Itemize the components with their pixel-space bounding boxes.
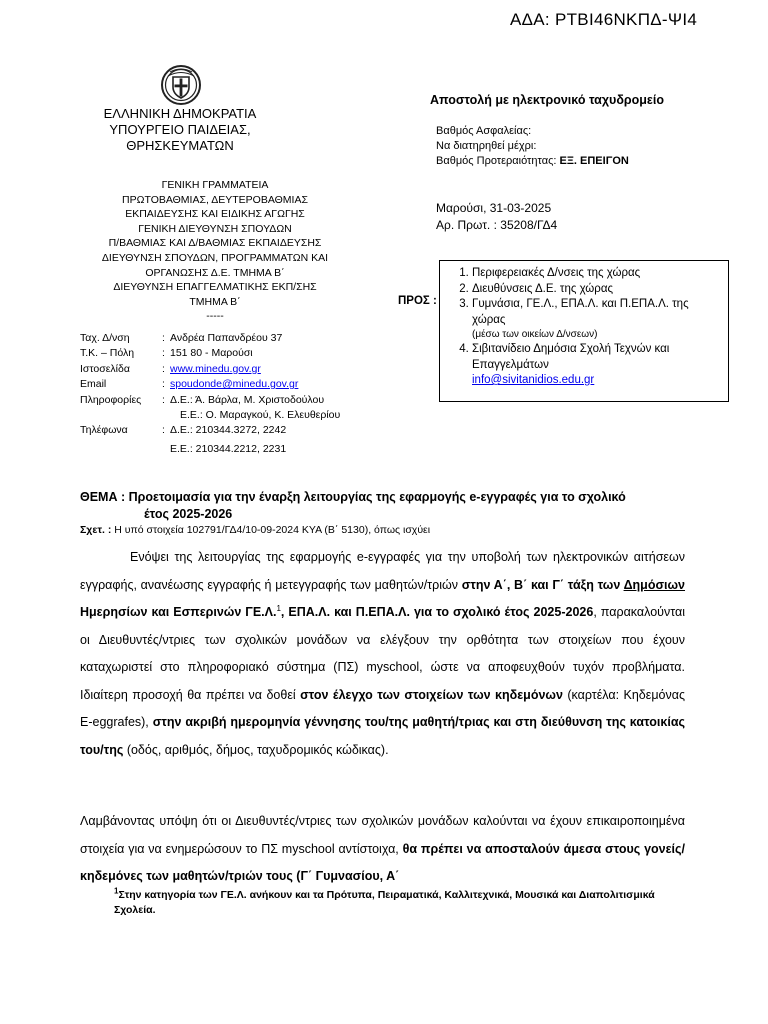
postal-value: 151 80 - Μαρούσι	[170, 347, 253, 360]
subject-line: : Προετοιμασία για την έναρξη λειτουργίας της εφαρμογής e-εγγραφές για το σχολικό	[120, 490, 626, 504]
website-link[interactable]: www.minedu.gov.gr	[170, 362, 261, 375]
secretariat-line: ΓΕΝΙΚΗ ΔΙΕΥΘΥΝΣΗ ΣΠΟΥΔΩΝ	[138, 222, 292, 235]
text-run-bold-underlined: Δημόσιων	[623, 577, 686, 592]
text-run: Ενόψει της λειτουργίας της εφαρμογής e-εγγραφές για την υποβολή των ηλεκτρονικών αιτήσεων εγγραφής, ανανέωσης εγγραφής ή μετεγγραφής των μαθητών/τριών	[80, 550, 685, 592]
colon: :	[162, 424, 165, 437]
recipient-item	[472, 266, 722, 282]
text-run-bold: , ΕΠΑ.Λ. και Π.ΕΠΑ.Λ. για το σχολικό έτος 2025-2026	[280, 605, 594, 619]
colon: :	[162, 347, 165, 360]
footnote-mark: 1	[114, 886, 119, 896]
email-delivery-title: Αποστολή με ηλεκτρονικό ταχυδρομείο	[430, 93, 664, 107]
phone-line: Δ.Ε.: 210344.3272, 2242	[170, 424, 287, 437]
subject-line: έτος 2025-2026	[144, 507, 233, 521]
text-run: Λαμβάνοντας υπόψη ότι οι Διευθυντές/ντριες των σχολικών μονάδων καλούνται να έχουν επικαιροποιημένα στοιχεία για να ενημερώσουν το ΠΣ myschool αντίστοιχα,	[80, 814, 685, 856]
date-block	[436, 200, 557, 234]
footnote	[114, 888, 694, 918]
info-label: Πληροφορίες	[80, 393, 142, 406]
text-run-bold: Ημερησίων και Εσπερινών ΓΕ.Λ.	[80, 605, 277, 619]
recipient-subnote: (μέσω των οικείων Δ/νσεων)	[472, 329, 598, 340]
ada-code: ΑΔΑ: ΡΤΒΙ46ΝΚΠΔ-ΨΙ4	[510, 10, 698, 29]
text-run-bold: στον έλεγχο των στοιχείων των κηδεμόνων	[300, 687, 563, 702]
paragraph-1	[80, 544, 685, 764]
protocol-number: Αρ. Πρωτ. : 35208/ΓΔ4	[436, 218, 558, 232]
address-value: Ανδρέα Παπανδρέου 37	[170, 332, 283, 344]
paragraph-2	[80, 808, 685, 891]
recipient-text: Περιφερειακές Δ/νσεις της χώρας	[472, 267, 641, 279]
subject-label: ΘΕΜΑ	[80, 490, 118, 504]
greek-republic-emblem-icon	[160, 64, 202, 106]
text-run-bold: θα πρέπει να αποσταλούν άμεσα στους γονείς/κηδεμόνες των μαθητών/τριών τους (Γ΄ Γυμνασίου, Α΄	[80, 841, 685, 883]
text-run: (καρτέλα: Κηδεμόνας E-eggrafes),	[80, 687, 685, 729]
phone-line: Ε.Ε.: 210344.2212, 2231	[170, 442, 287, 455]
colon: :	[162, 393, 165, 406]
subject	[80, 489, 700, 523]
phone-label: Τηλέφωνα	[80, 424, 128, 437]
text-run: (οδός, αριθμός, δήμος, ταχυδρομικός κώδικας).	[123, 742, 389, 757]
priority-value: ΕΞ. ΕΠΕΙΓΟΝ	[559, 155, 629, 167]
reference-label: Σχετ. :	[80, 524, 112, 536]
pros-label: ΠΡΟΣ :	[398, 295, 437, 307]
keep-until: Να διατηρηθεί μέχρι:	[436, 140, 537, 152]
secretariat-line: ΓΕΝΙΚΗ ΓΡΑΜΜΑΤΕΙΑ	[161, 179, 269, 191]
recipient-text: Διευθύνσεις Δ.Ε. της χώρας	[472, 282, 614, 295]
footnote-ref: 1	[276, 603, 281, 613]
priority-label: Βαθμός Προτεραιότητας:	[436, 155, 557, 167]
email-label: Email	[80, 378, 107, 391]
recipient-email-link[interactable]: info@sivitanidios.edu.gr	[472, 374, 595, 386]
place-date: Μαρούσι, 31-03-2025	[436, 201, 552, 215]
ministry-heading	[60, 106, 300, 154]
secretariat-line: -----	[206, 310, 224, 323]
secretariat-heading	[80, 178, 350, 324]
text-run-bold: στην Α΄, Β΄ και Γ΄ τάξη των	[461, 577, 624, 592]
email-link[interactable]: spoudonde@minedu.gov.gr	[170, 378, 299, 391]
ministry-line: ΕΛΛΗΝΙΚΗ ΔΗΜΟΚΡΑΤΙΑ	[103, 106, 257, 121]
colon: :	[162, 332, 165, 344]
secretariat-line: ΔΙΕΥΘΥΝΣΗ ΕΠΑΓΓΕΛΜΑΤΙΚΗΣ ΕΚΠ/ΣΗΣ	[113, 281, 317, 294]
ministry-line: ΘΡΗΣΚΕΥΜΑΤΩΝ	[126, 138, 234, 153]
footnote-text: Στην κατηγορία των ΓΕ.Λ. ανήκουν και τα Πρότυπα, Πειραματικά, Καλλιτεχνικά, Μουσικά και Διαπολιτισμικά Σχολεία.	[114, 889, 655, 916]
ministry-line: ΥΠΟΥΡΓΕΙΟ ΠΑΙΔΕΙΑΣ,	[109, 122, 251, 137]
colon: :	[162, 362, 165, 375]
recipient-item	[472, 282, 722, 298]
secretariat-line: ΠΡΩΤΟΒΑΘΜΙΑΣ, ΔΕΥΤΕΡΟΒΑΘΜΙΑΣ	[122, 193, 308, 206]
website-label: Ιστοσελίδα	[80, 362, 130, 375]
secretariat-line: ΟΡΓΑΝΩΣΗΣ Δ.Ε. ΤΜΗΜΑ Β΄	[145, 266, 285, 279]
security-level: Βαθμός Ασφαλείας:	[436, 125, 532, 137]
recipient-text: Σιβιτανίδειο Δημόσια Σχολή Τεχνών και Επαγγελμάτων	[472, 343, 670, 371]
info-line: Δ.Ε.: Ά. Βάρλα, Μ. Χριστοδούλου	[170, 393, 325, 406]
recipient-item	[472, 297, 722, 342]
recipients-list	[446, 266, 722, 389]
info-line: Ε.Ε.: Ο. Μαραγκού, Κ. Ελευθερίου	[180, 409, 341, 422]
text-run-bold: στην ακριβή ημερομηνία γέννησης του/της μαθητή/τριας και στη διεύθυνση της κατοικίας του/της	[80, 715, 685, 757]
text-run: , παρακαλούνται οι Διευθυντές/ντριες των σχολικών μονάδων να ελέγξουν την ορθότητα των στοιχείων που έχουν καταχωριστεί στο πληροφοριακό σύστημα (ΠΣ) myschool, ώστε να αποφευχθούν τυχόν προβλήματα. Ιδιαίτερη προσοχή θα πρέπει να δοθεί	[80, 605, 685, 702]
secretariat-line: ΕΚΠΑΙΔΕΥΣΗΣ ΚΑΙ ΕΙΔΙΚΗΣ ΑΓΩΓΗΣ	[125, 208, 305, 221]
postal-label: Τ.Κ. – Πόλη	[80, 347, 135, 360]
contact-details	[80, 331, 340, 457]
reference	[80, 524, 430, 536]
security-block	[436, 124, 629, 169]
secretariat-line: ΤΜΗΜΑ Β΄	[189, 295, 241, 308]
recipient-text: Γυμνάσια, ΓΕ.Λ., ΕΠΑ.Λ. και Π.ΕΠΑ.Λ. της χώρας	[472, 298, 689, 326]
reference-text: Η υπό στοιχεία 102791/ΓΔ4/10-09-2024 ΚΥΑ (Β΄ 5130), όπως ισχύει	[114, 524, 431, 536]
colon: :	[162, 378, 165, 391]
recipient-item	[472, 342, 722, 389]
secretariat-line: Π/ΒΑΘΜΙΑΣ ΚΑΙ Δ/ΒΑΘΜΙΑΣ ΕΚΠΑΙΔΕΥΣΗΣ	[108, 237, 322, 250]
secretariat-line: ΔΙΕΥΘΥΝΣΗ ΣΠΟΥΔΩΝ, ΠΡΟΓΡΑΜΜΑΤΩΝ ΚΑΙ	[101, 251, 329, 264]
recipients-box	[439, 260, 729, 402]
address-label: Ταχ. Δ/νση	[80, 332, 130, 344]
priority-row	[436, 154, 629, 169]
